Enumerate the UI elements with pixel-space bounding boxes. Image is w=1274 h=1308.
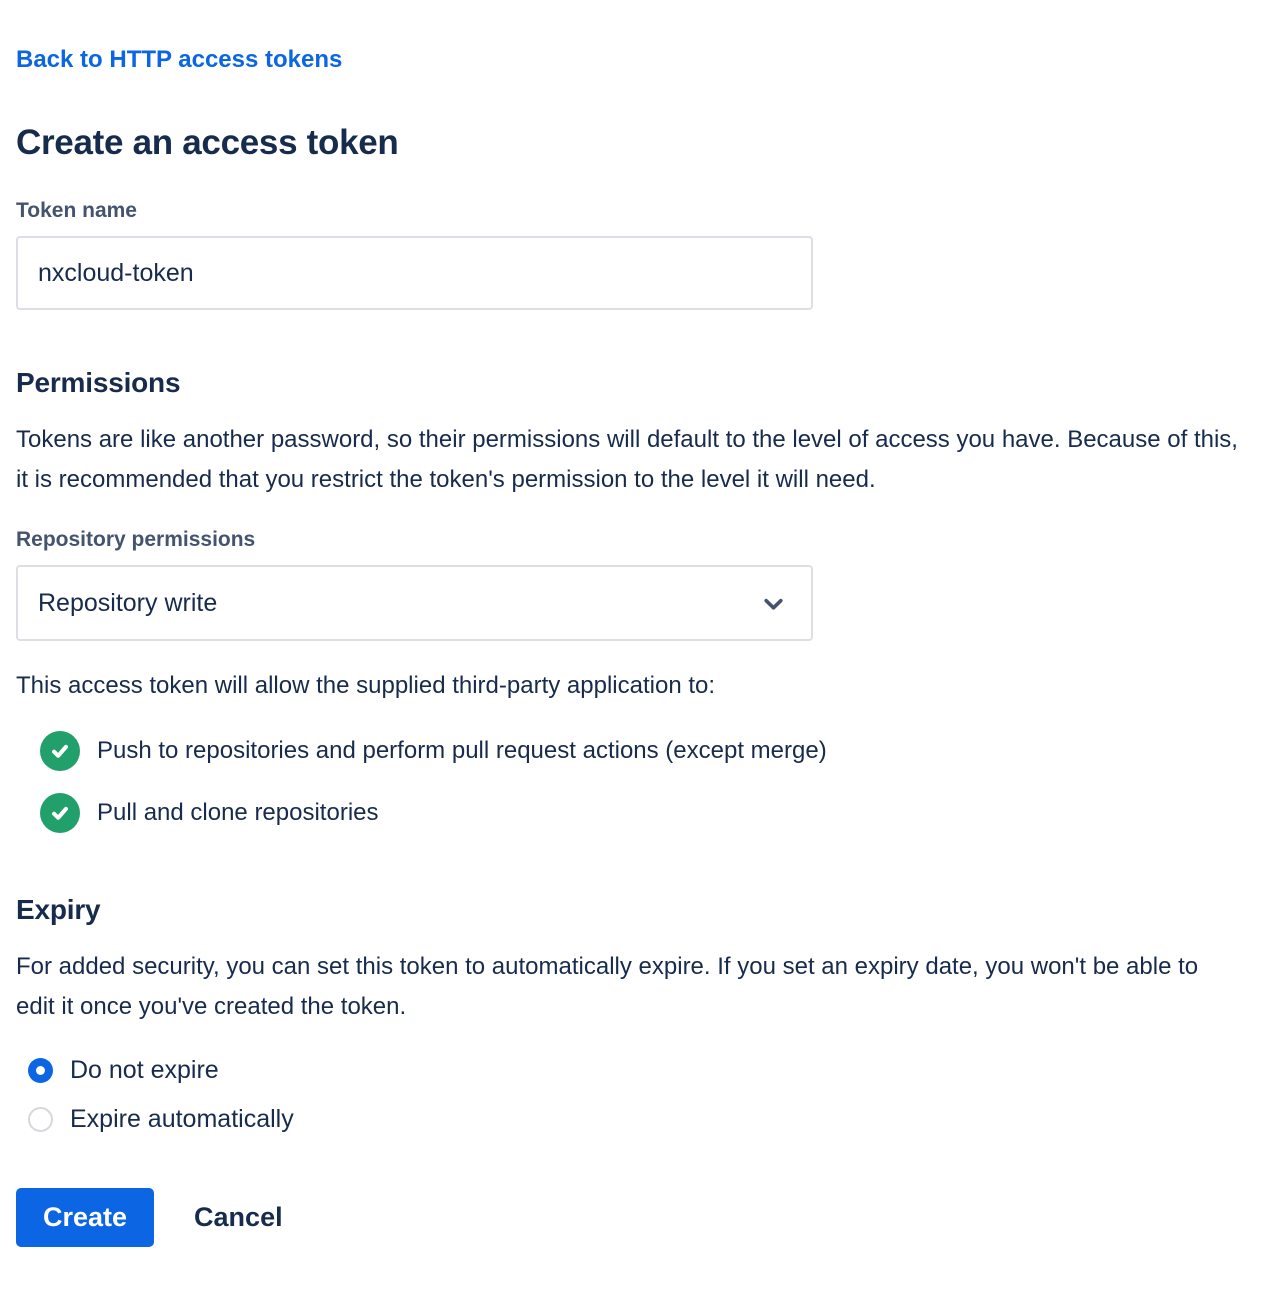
repository-permissions-label: Repository permissions [16,528,256,551]
permissions-description: Tokens are like another password, so their permissions will default to the level of access you have. Because of this, it is recommended that you restrict the token's permission to the level it will need. [16,426,1238,493]
create-button[interactable]: Create [16,1188,154,1247]
page-title: Create an access token [16,123,399,162]
capability-text: Push to repositories and perform pull request actions (except merge) [97,737,827,764]
radio-label-do-not-expire: Do not expire [70,1056,219,1084]
capability-item-push [40,731,1258,771]
check-circle-icon [40,731,80,771]
radio-unselected-icon[interactable] [28,1107,53,1132]
permissions-heading: Permissions [16,367,181,398]
check-circle-icon [40,793,80,833]
token-name-label: Token name [16,199,137,222]
form-actions [16,1188,1258,1247]
radio-option-expire-automatically[interactable] [28,1104,1258,1134]
capability-item-pull [40,793,1258,833]
radio-dot [36,1066,45,1075]
token-name-input[interactable] [16,236,813,310]
create-access-token-page [16,45,1258,1247]
back-link[interactable]: Back to HTTP access tokens [16,46,343,73]
radio-selected-icon[interactable] [28,1058,53,1083]
capability-text: Pull and clone repositories [97,799,379,826]
repository-permissions-select[interactable] [16,565,813,641]
expiry-heading: Expiry [16,894,101,925]
allow-intro-text: This access token will allow the supplied third-party application to: [16,672,716,699]
chevron-down-icon [760,590,787,617]
radio-label-expire-automatically: Expire automatically [70,1105,294,1133]
cancel-button[interactable]: Cancel [178,1188,299,1247]
radio-option-do-not-expire[interactable] [28,1055,1258,1085]
repository-permissions-selected-value: Repository write [38,589,218,617]
expiry-description: For added security, you can set this token to automatically expire. If you set an expiry date, you won't be able to edit it once you've created the token. [16,953,1199,1020]
